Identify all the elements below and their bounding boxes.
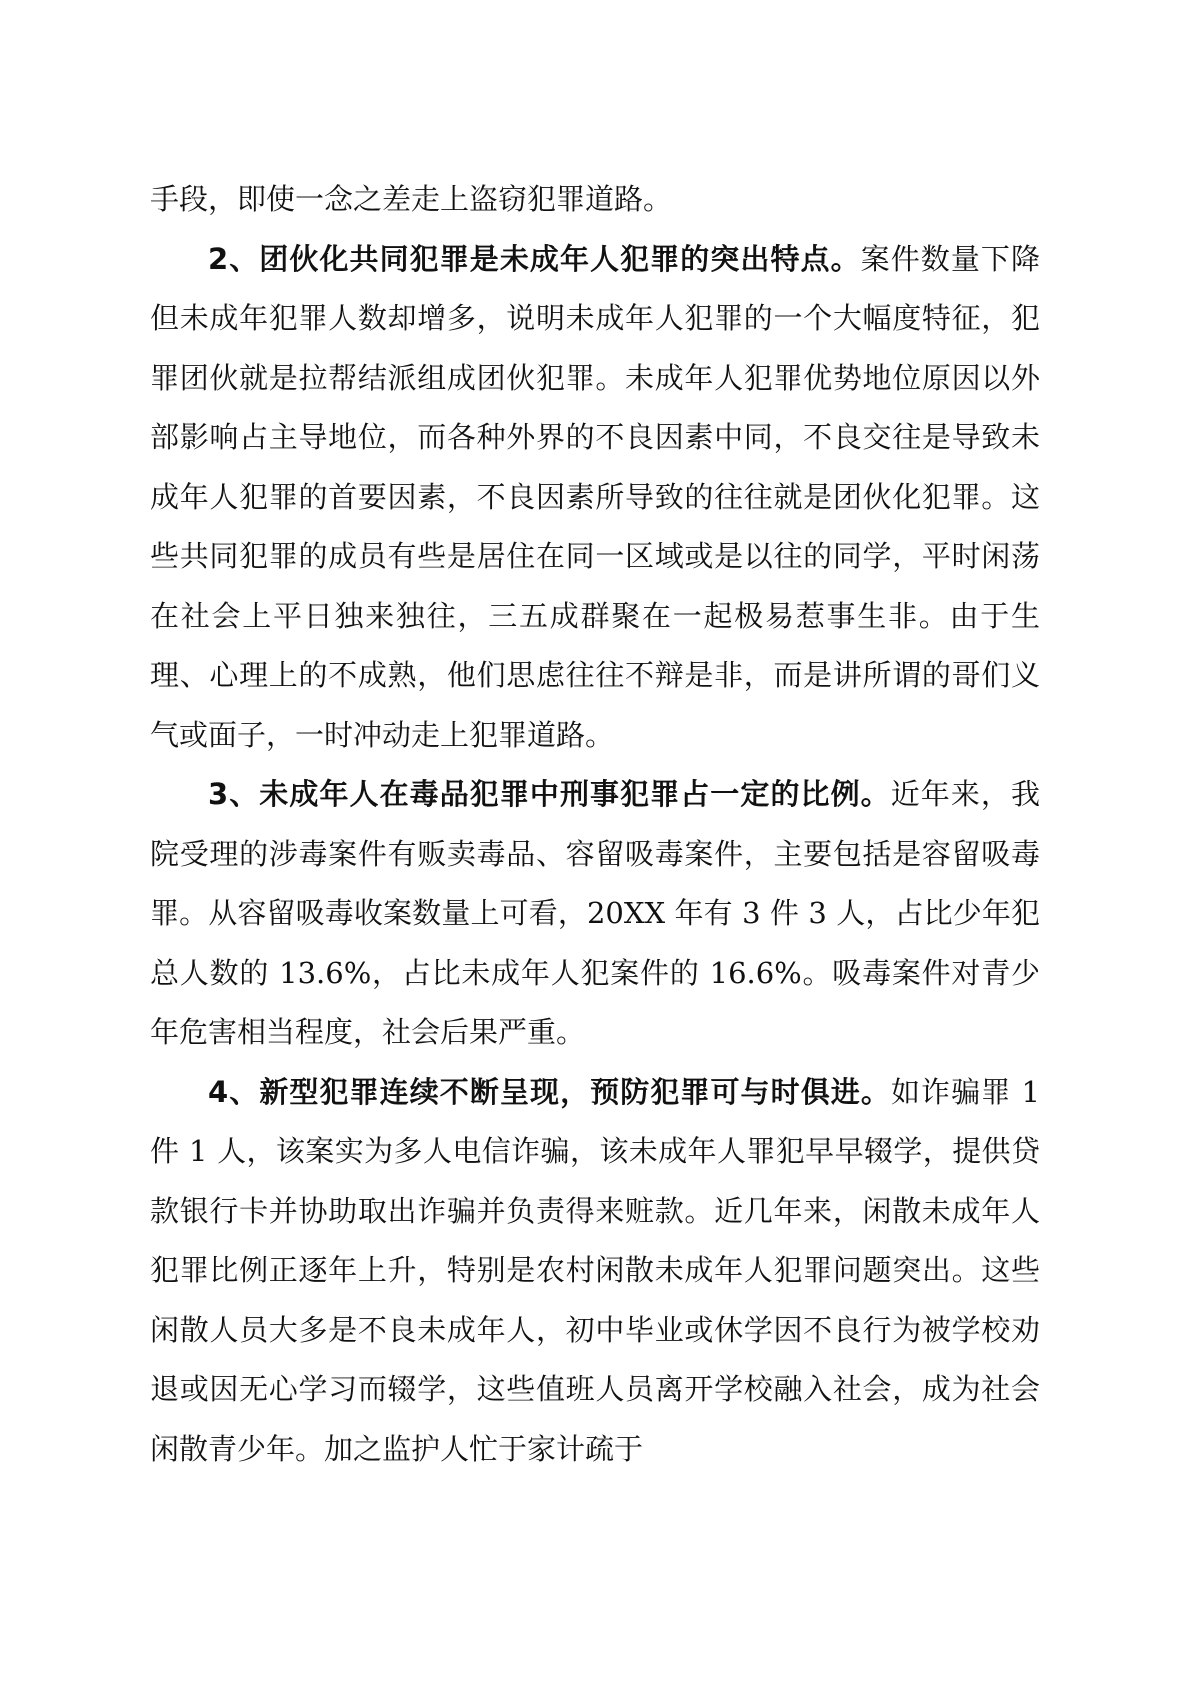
paragraph-heading: 4、新型犯罪连续不断呈现，预防犯罪可与时俱进。 [208,1074,891,1109]
paragraph-text: 如诈骗罪 1 件 1 人，该案实为多人电信诈骗，该未成年人罪犯早早辍学，提供贷款银行卡并协助取出诈骗并负责得来赃款。近几年来，闲散未成年人犯罪比例正逐年上升，特别是农村闲散未成年人犯罪问题突出。这些闲散人员大多是不良未成年人，初中毕业或休学因不良行为被学校劝退或因无心学习而辍学，这些值班人员离开学校融入社会，成为社会闲散青少年。加之监护人忙于家计疏于 [150,1074,1040,1466]
paragraph-point-3 [150,765,1040,1063]
paragraph-text: 案件数量下降但未成年犯罪人数却增多，说明未成年人犯罪的一个大幅度特征，犯罪团伙就是拉帮结派组成团伙犯罪。未成年人犯罪优势地位原因以外部影响占主导地位，而各种外界的不良因素中同，不良交往是导致未成年人犯罪的首要因素，不良因素所导致的往往就是团伙化犯罪。这些共同犯罪的成员有些是居住在同一区域或是以往的同学，平时闲荡在社会上平日独来独往，三五成群聚在一起极易惹事生非。由于生理、心理上的不成熟，他们思虑往往不辩是非，而是讲所谓的哥们义气或面子，一时冲动走上犯罪道路。 [150,241,1040,752]
paragraph-heading: 3、未成年人在毒品犯罪中刑事犯罪占一定的比例。 [208,777,891,811]
paragraph-text: 近年来，我院受理的涉毒案件有贩卖毒品、容留吸毒案件，主要包括是容留吸毒罪。从容留吸毒收案数量上可看，20XX 年有 3 件 3 人，占比少年犯总人数的 13.6%，占比未成年人犯案件的 16.6%。吸毒案件对青少年危害相当程度，社会后果严重。 [150,777,1040,1049]
paragraph-continuation [150,170,1040,230]
document-body [150,170,1040,1479]
paragraph-point-4 [150,1063,1040,1480]
paragraph-heading: 2、团伙化共同犯罪是未成年人犯罪的突出特点。 [208,241,861,276]
paragraph-text: 手段，即使一念之差走上盗窃犯罪道路。 [150,182,673,216]
paragraph-point-2 [150,230,1040,766]
